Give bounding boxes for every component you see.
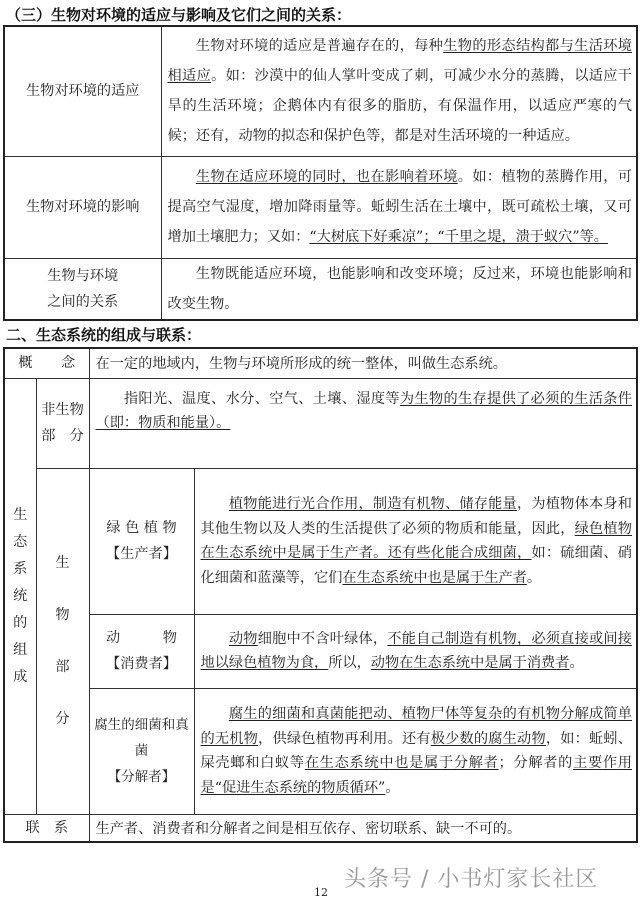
biotic-text: 生物部分 xyxy=(55,555,70,727)
abiotic-text xyxy=(90,387,636,436)
text-segment: ，为植物体本身和其他生物以及人类的生活提供了必须的物质和能量，因此， xyxy=(200,496,632,537)
consumer-label xyxy=(89,614,194,688)
producer-text xyxy=(195,492,636,590)
underlined-text: 为生物的生存提供了必须的生活条件（即：物质和能量）。 xyxy=(95,390,632,431)
underlined-text: 在生态系统中也是属于分解者 xyxy=(304,755,499,771)
decomposer-row xyxy=(4,688,637,814)
underlined-text: 生物在适应环境的同时，也在影响着环境 xyxy=(195,169,458,185)
text-segment: 。 xyxy=(385,779,400,796)
label-line: 非生物 xyxy=(41,402,84,418)
underlined-text: 不能自己制造有机物，必须直接或间接地以绿色植物为食， xyxy=(200,630,632,671)
producer-row xyxy=(4,468,637,614)
page-number: 12 xyxy=(314,886,328,899)
composition-text: 生态系统的组成 xyxy=(13,506,28,685)
underlined-text: 在生态系统中也是属于生产者 xyxy=(342,569,527,586)
text-segment: ；分解者的 xyxy=(498,755,574,771)
text-segment: 。如：沙漠中的仙人掌叶变成了刺，可减少水分的蒸腾，以适应干旱的生活环境；企鹅体内有很多的脂肪，有保温作用，以适应严寒的气候；还有，动物的拟态和保护色等，都是对生活环境的一种适应。 xyxy=(167,68,632,145)
text-segment: 。 xyxy=(526,569,542,586)
decomposer-role: 【分解者】 xyxy=(107,769,176,785)
decomposer-label xyxy=(89,688,194,814)
producer-role: 【生产者】 xyxy=(106,546,177,562)
text-segment: 生物对环境的适应是普遍存在的，每种 xyxy=(195,38,444,55)
row-text xyxy=(162,259,637,319)
consumer-row xyxy=(4,614,637,688)
underlined-text: 极少数的腐生动物 xyxy=(430,730,546,747)
table-row xyxy=(4,258,637,320)
text-segment: 生物既能适应环境，也能影响和改变环境；反过来，环境也能影响和改变生物。 xyxy=(167,265,632,312)
text-segment: 指阳光、温度、水分、空气、土壤、湿度等 xyxy=(123,390,400,407)
label-line: 部 分 xyxy=(41,428,84,444)
underlined-text: “大树底下好乘凉”；“千里之堤，溃于蚁穴”等。 xyxy=(309,229,608,245)
label-line: 之间的关系 xyxy=(47,293,119,310)
underlined-text: 绿色植物在生态系统中是属于生产者。还有些化能合成细菌， xyxy=(200,520,632,561)
text-segment: 如：硫细菌、硝化细菌和蓝藻等，它们 xyxy=(200,545,632,586)
text-segment: ，如：蚯蚓、屎壳螂和白蚁等 xyxy=(200,730,632,771)
biotic-label xyxy=(36,468,89,814)
underlined-text: 腐生的细菌和真菌能把动、植物尸体等复杂的有机物分解成简单的无机物 xyxy=(200,706,632,747)
adaptation-table xyxy=(3,25,638,321)
text-segment: 。如：植物的蒸腾作用，可提高空气湿度，增加降雨量等。蚯蚓生活在土壤中，既可疏松土壤，又可增加土壤肥力；又如： xyxy=(167,169,632,245)
concept-label: 概 念 xyxy=(4,348,89,378)
row-text xyxy=(162,31,637,151)
text-segment: 细胞中不含叶绿体， xyxy=(257,630,388,647)
text-segment: 。 xyxy=(569,655,584,671)
ecosystem-table xyxy=(3,347,638,843)
producer-label xyxy=(89,468,194,614)
row-label xyxy=(4,258,161,320)
text-segment: ，供绿色植物再利用。还有 xyxy=(258,730,431,747)
concept-row xyxy=(4,348,637,378)
section3-heading: （三）生物对环境的适应与影响及它们之间的关系： xyxy=(6,6,352,24)
section2-heading: 二、生态系统的组成与联系： xyxy=(6,326,202,344)
row-label: 生物对环境的影响 xyxy=(4,156,161,258)
composition-label xyxy=(4,378,36,814)
abiotic-label xyxy=(36,378,89,468)
decomposer-name: 腐生的细菌和真菌 xyxy=(94,717,189,759)
underlined-text: 生物的形态结构都与生活环境相适应 xyxy=(167,38,632,85)
watermark: 头条号 / 小书灯家长社区 xyxy=(344,867,599,892)
decomposer-text xyxy=(195,702,636,800)
table-row xyxy=(4,26,637,156)
text-segment: 所以， xyxy=(328,655,371,671)
underlined-text: 植物能进行光合作用，制造有机物、储存能量 xyxy=(228,496,517,512)
underlined-text: 动物 xyxy=(228,630,258,647)
row-text xyxy=(162,162,637,252)
label-line: 生物与环境 xyxy=(47,267,119,284)
consumer-text xyxy=(195,627,636,676)
abiotic-row xyxy=(4,378,637,468)
underlined-text: 动物在生态系统中是属于消费者 xyxy=(370,655,570,671)
relation-text: 生产者、消费者和分解者之间是相互依存、密切联系、缺一不可的。 xyxy=(89,814,637,842)
concept-text: 在一定的地域内，生物与环境所形成的统一整体，叫做生态系统。 xyxy=(89,348,637,378)
producer-name: 绿 色 植 物 xyxy=(106,520,177,536)
row-label: 生物对环境的适应 xyxy=(4,26,161,156)
underlined-text: 主要作用是“促进生态系统的物质循环” xyxy=(200,755,632,796)
relation-label: 联 系 xyxy=(4,814,89,842)
relation-row xyxy=(4,814,637,842)
consumer-role: 【消费者】 xyxy=(106,656,177,672)
table-row xyxy=(4,156,637,258)
consumer-name: 动 物 xyxy=(106,630,177,646)
